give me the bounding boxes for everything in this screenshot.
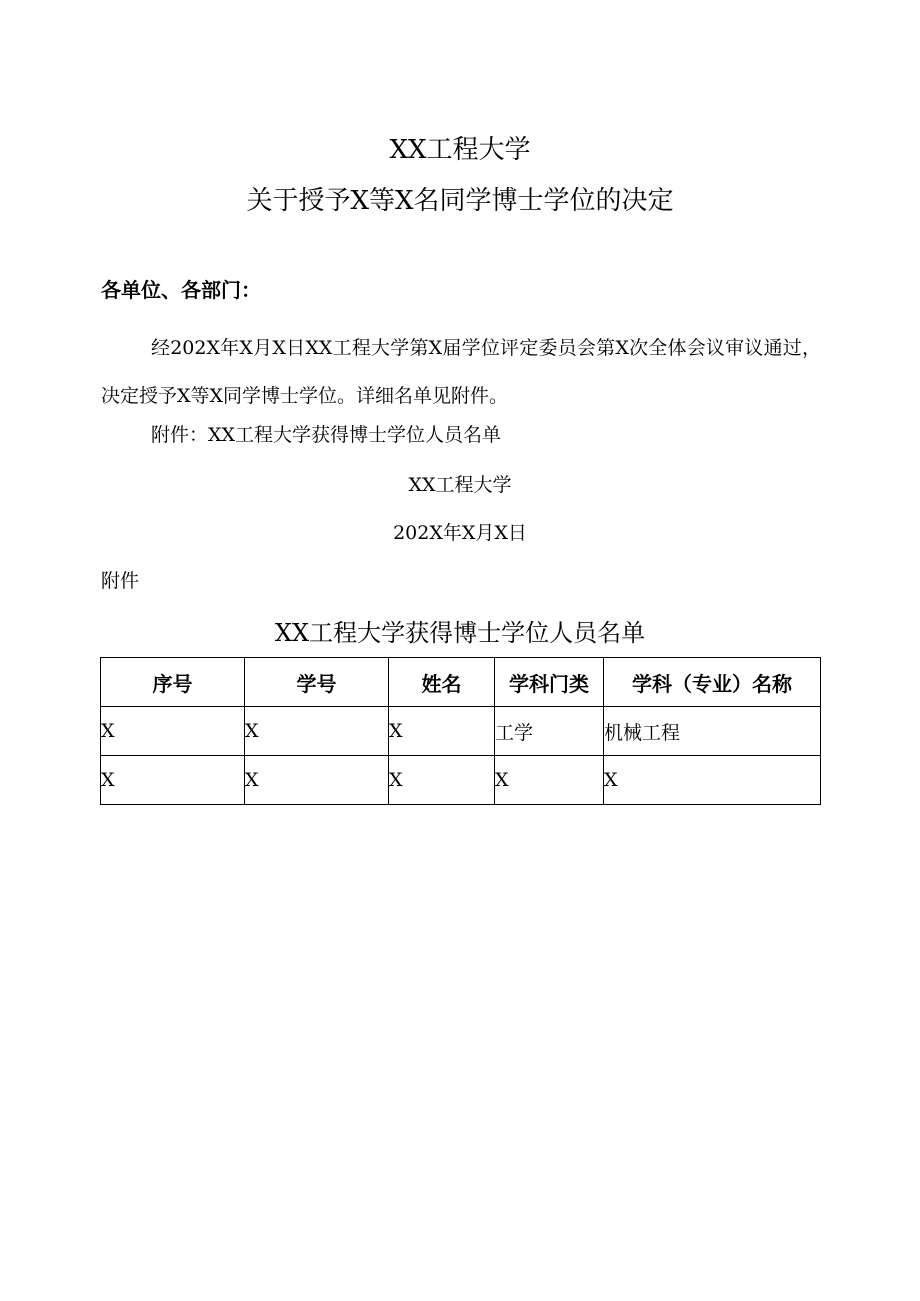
salutation: 各单位、各部门： [101,278,261,302]
document-title-institution: XX工程大学 [389,135,531,165]
table-header-row [101,658,821,707]
column-header-name: 姓名 [389,658,495,707]
appendix-label: 附件 [101,570,140,592]
table-row [101,756,821,805]
appendix-table-title: XX工程大学获得博士学位人员名单 [274,619,646,647]
degree-recipients-table [100,657,821,805]
column-header-discipline-category: 学科门类 [495,658,604,707]
table-cell: 工学 [495,707,604,756]
column-header-serial: 序号 [101,658,245,707]
table-cell: 机械工程 [604,707,821,756]
signature-organization: XX工程大学 [408,474,512,496]
attachment-reference: 附件：XX工程大学获得博士学位人员名单 [151,424,502,446]
column-header-student-id: 学号 [245,658,389,707]
table-cell: X [389,707,495,756]
table-cell: X [245,707,389,756]
table-cell: X [604,756,821,805]
table-cell: X [245,756,389,805]
table-cell: X [101,707,245,756]
document-title-decision: 关于授予X等X名同学博士学位的决定 [246,186,674,216]
body-paragraph: 经202X年X月X日XX工程大学第X届学位评定委员会第X次全体会议审议通过，决定授予X等X同学博士学位。详细名单见附件。 [101,337,821,407]
table-cell: X [389,756,495,805]
signature-date: 202X年X月X日 [393,522,527,544]
table-row [101,707,821,756]
column-header-major-name: 学科（专业）名称 [604,658,821,707]
table-cell: X [495,756,604,805]
table-cell: X [101,756,245,805]
